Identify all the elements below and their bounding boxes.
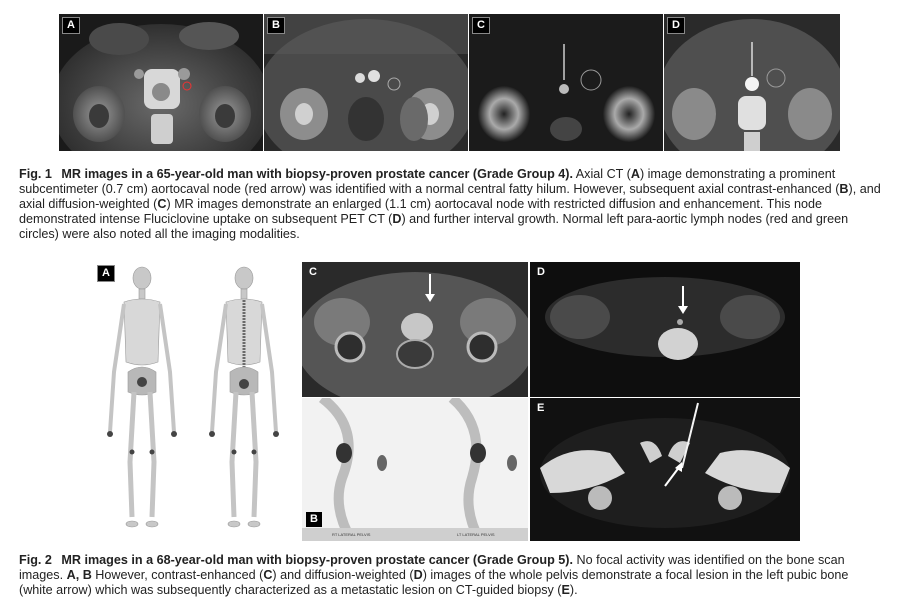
fig2-panel-c [302, 262, 528, 397]
fig2-caption-text-3: ) and diffusion-weighted ( [272, 568, 414, 582]
fig2-panel-e-label: E [537, 402, 545, 414]
fig1-caption-ref-a: A [630, 167, 640, 181]
fig1-caption-text-5: ) and further interval growth. Normal left para-aortic lymph nodes (red and green circles) were also noted all the imaging modalities. [19, 212, 849, 241]
fig1-panel-b-label: B [267, 17, 285, 34]
fig1-panel-b [264, 14, 468, 151]
fig2-panel-d [530, 262, 800, 397]
fig1-panel-d-label: D [667, 17, 685, 34]
fig1-caption-ref-b: B [839, 182, 849, 196]
fig1-caption-ref-d: D [392, 212, 402, 226]
fig1-caption-label: Fig. 1 [19, 167, 52, 181]
fig2-panel-a-image [94, 262, 301, 543]
fig2-panel-a [94, 262, 301, 543]
fig2-panel-e-image [530, 398, 800, 541]
fig2-caption [19, 553, 881, 598]
fig1-panel-d [664, 14, 840, 151]
fig1-caption-ref-c: C [157, 197, 167, 211]
fig2-panel-c-label: C [309, 266, 317, 278]
fig2-rt-lateral-label: RT LATERAL PELVIS [332, 532, 371, 537]
fig2-caption-text-1: No focal activity was identified on the bone scan images. [19, 553, 845, 582]
fig1-panel-a-image [59, 14, 263, 151]
fig1-panel-c-image [469, 14, 663, 151]
fig1-caption-text-4: ) MR images demonstrate an enlarged (1.1 cm) aortocaval node with restricted diffusion and enhancement. This node demonstrated intense Fluciclovine uptake on subsequent PET CT ( [19, 197, 822, 226]
fig1-panel-c-label: C [472, 17, 490, 34]
fig2-caption-text-4: ) images of the whole pelvis demonstrate a focal lesion in the left pubic bone (white arrow) which was subsequently characterized as a metastatic lesion on CT-guided biopsy ( [19, 568, 849, 597]
fig1-panel-a-label: A [62, 17, 80, 34]
fig2-caption-ref-ab: A, B [66, 568, 92, 582]
fig2-panel-a-label: A [97, 265, 115, 282]
fig2-caption-ref-c: C [263, 568, 273, 582]
fig2-caption-text-5: ). [569, 583, 578, 597]
fig1-panel-a [59, 14, 263, 151]
fig1-caption-text-2: ) image demonstrating a prominent subcentimeter (0.7 cm) aortocaval node (red arrow) was identified with a normal central fatty hilum. However, subsequent axial contrast-enhanced ( [19, 167, 840, 196]
fig2-panel-d-image [530, 262, 800, 397]
fig1-panel-b-image [264, 14, 468, 151]
fig2-panel-d-label: D [537, 266, 545, 278]
fig1-panel-c [469, 14, 663, 151]
fig2-caption-ref-e: E [561, 583, 570, 597]
fig2-panel-c-image [302, 262, 528, 397]
fig2-caption-title: MR images in a 68-year-old man with biopsy-proven prostate cancer (Grade Group 5). [61, 553, 573, 567]
fig1-caption [19, 167, 881, 242]
fig2-panel-b-label: B [306, 512, 322, 527]
fig1-panel-d-image [664, 14, 840, 151]
fig2-lt-lateral-label: LT LATERAL PELVIS [457, 532, 495, 537]
fig2-panel-b-image [302, 398, 528, 541]
fig2-caption-text-2: However, contrast-enhanced ( [91, 568, 264, 582]
fig1-caption-text-1: Axial CT ( [572, 167, 631, 181]
fig1-caption-text-3: ), and axial diffusion-weighted ( [19, 182, 881, 211]
fig2-panel-b [302, 398, 528, 541]
fig2-panel-e [530, 398, 800, 541]
fig1-caption-title: MR images in a 65-year-old man with biopsy-proven prostate cancer (Grade Group 4). [61, 167, 573, 181]
fig2-caption-label: Fig. 2 [19, 553, 52, 567]
fig2-caption-ref-d: D [413, 568, 423, 582]
